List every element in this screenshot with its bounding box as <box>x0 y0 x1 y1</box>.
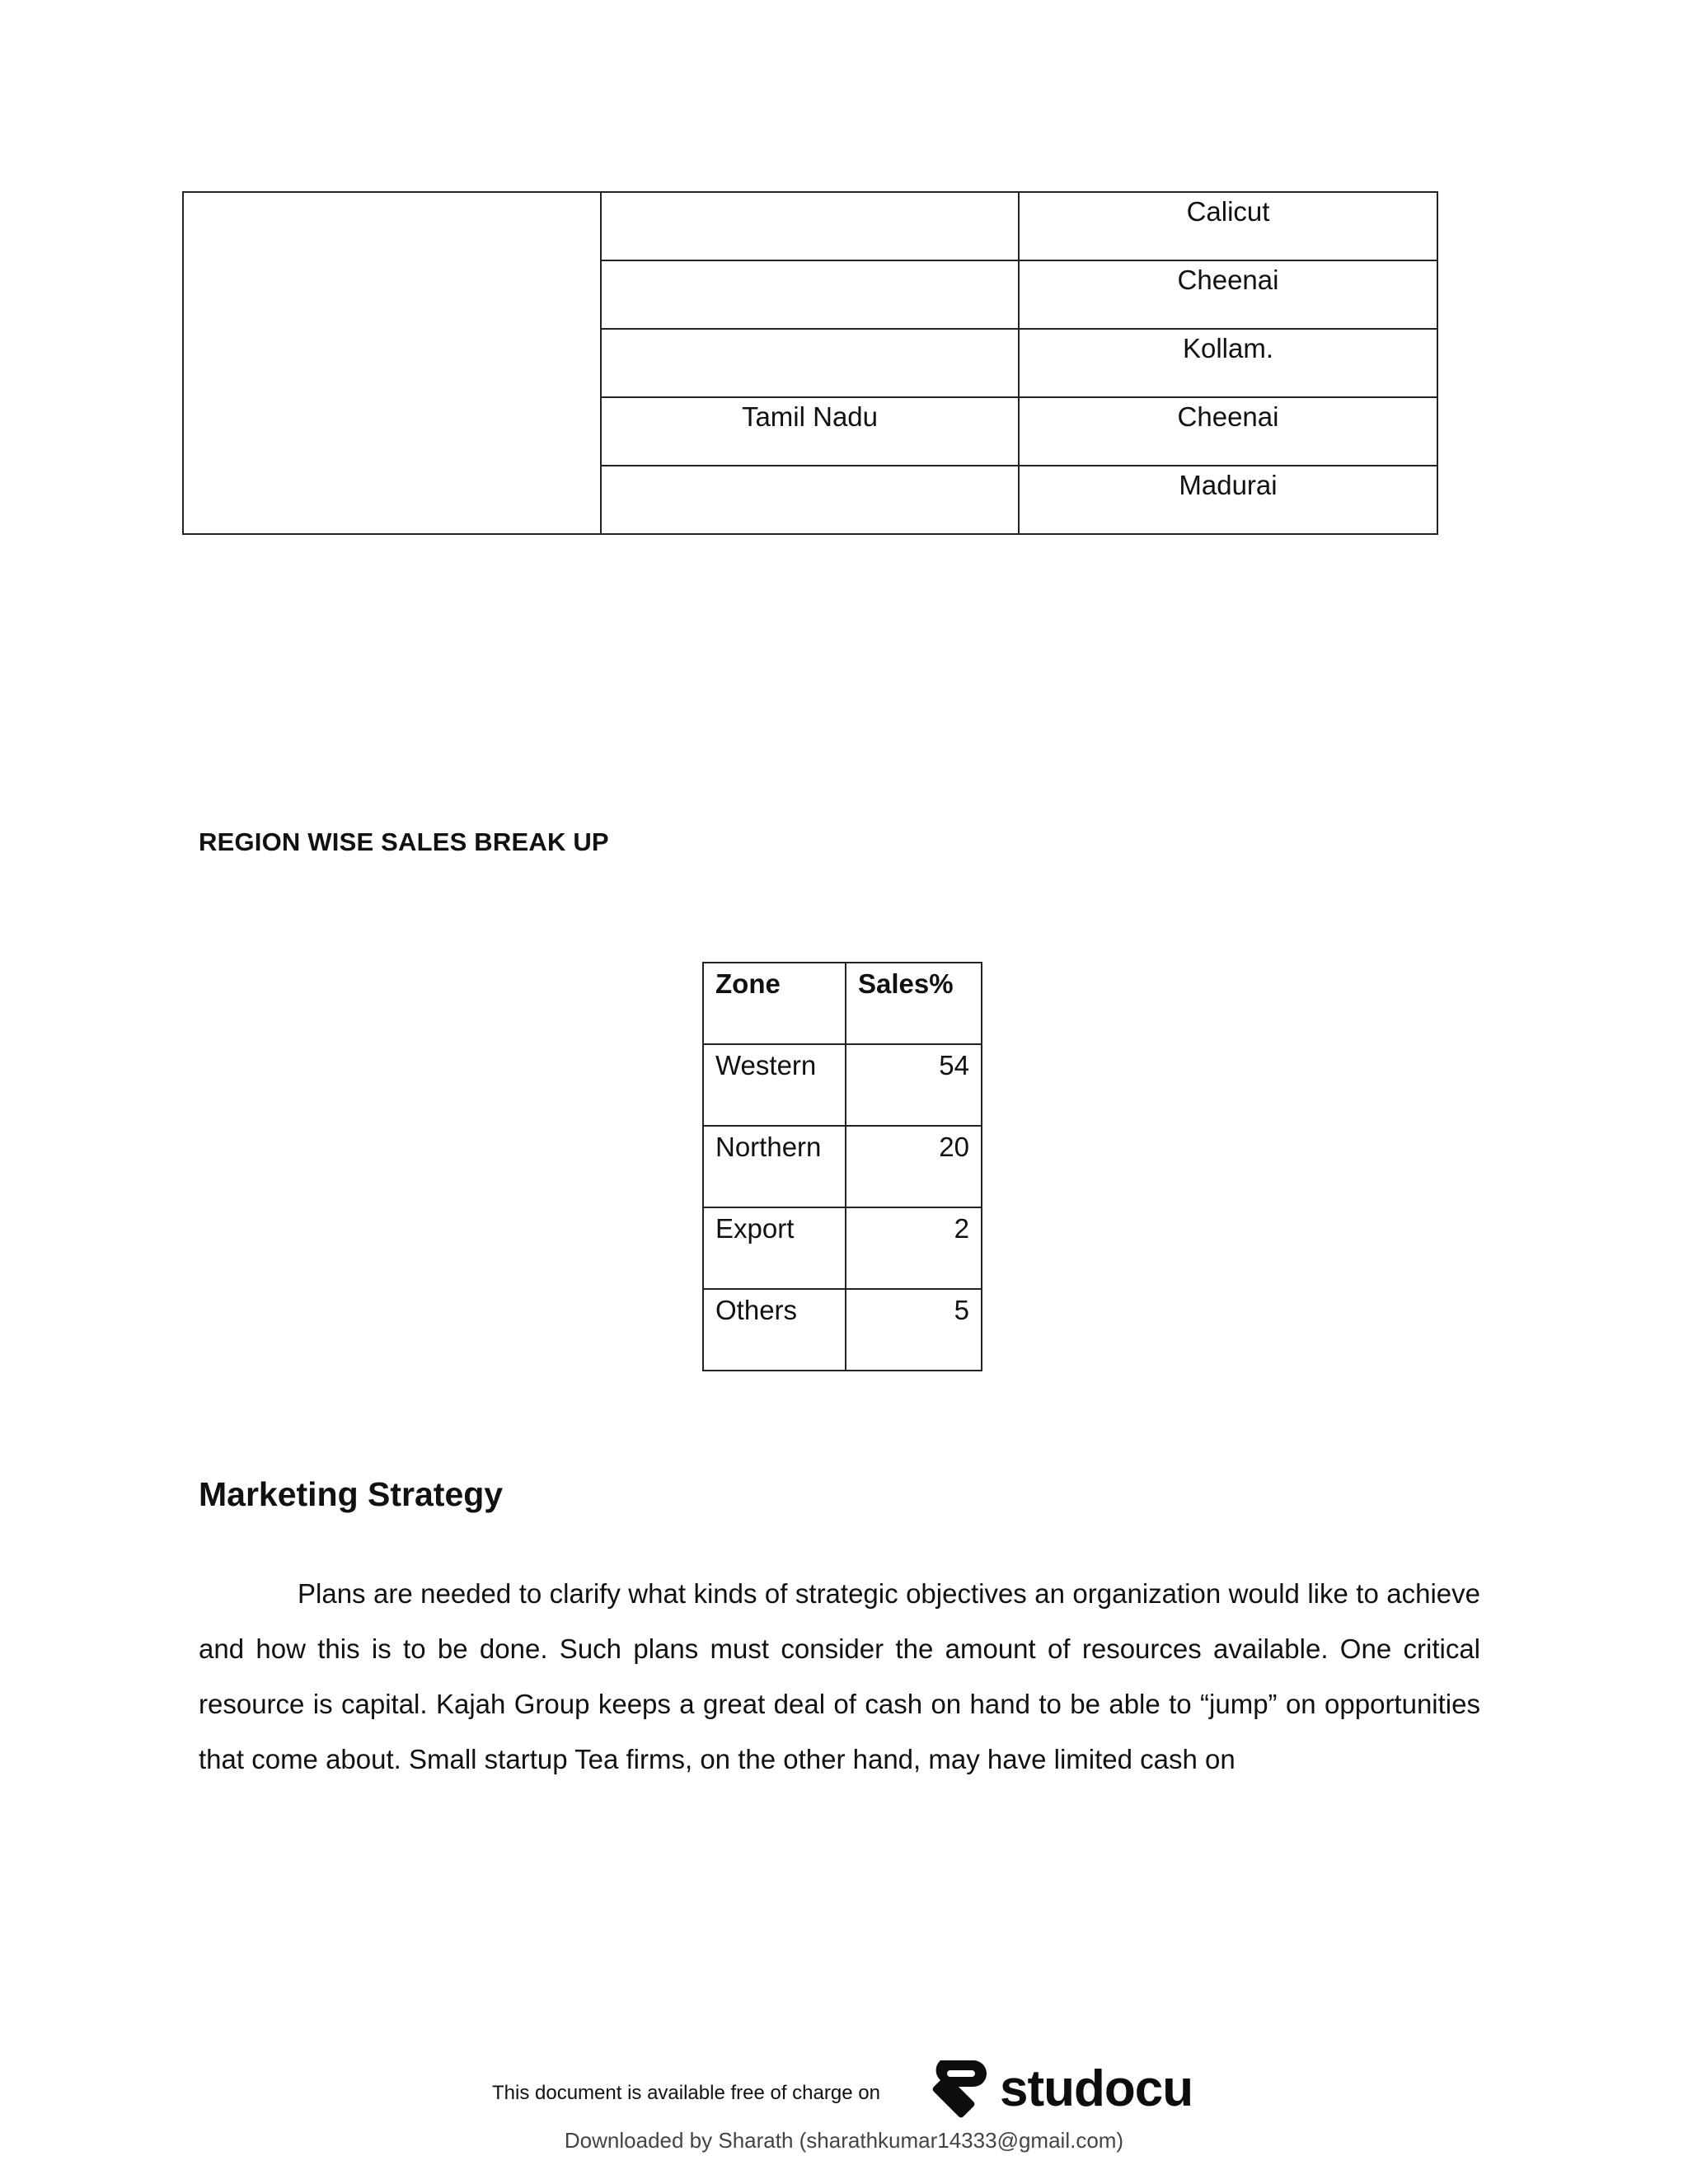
table-cell <box>601 192 1019 260</box>
table-cell <box>601 466 1019 534</box>
region-sales-heading: REGION WISE SALES BREAK UP <box>199 827 609 856</box>
marketing-strategy-paragraph: Plans are needed to clarify what kinds of strategic objectives an organization would like to achieve and how this is to be done. Such plans must consider the amount of resources available. One critical resource is capital. Kajah Group keeps a great deal of cash on hand to be able to “jump” on opportunities that come about. Small startup Tea firms, on the other hand, may have limited cash on <box>199 1578 1480 1774</box>
table-cell <box>601 329 1019 397</box>
table-row <box>703 1126 982 1207</box>
sales-cell: 54 <box>846 1044 982 1126</box>
availability-text: This document is available free of charge on <box>492 2082 880 2104</box>
table-cell: Cheenai <box>1019 260 1437 329</box>
sales-cell: 5 <box>846 1289 982 1371</box>
location-table <box>182 191 1438 535</box>
sales-cell: 2 <box>846 1207 982 1289</box>
zone-cell: Export <box>703 1207 846 1289</box>
table-cell: Kollam. <box>1019 329 1437 397</box>
table-cell: Madurai <box>1019 466 1437 534</box>
sales-cell: 20 <box>846 1126 982 1207</box>
table-row <box>703 1207 982 1289</box>
table-cell-merged <box>183 192 601 534</box>
table-cell <box>601 260 1019 329</box>
column-header-sales: Sales% <box>846 963 982 1044</box>
table-cell: Cheenai <box>1019 397 1437 466</box>
zone-cell: Others <box>703 1289 846 1371</box>
zone-cell: Western <box>703 1044 846 1126</box>
sales-table <box>702 962 982 1371</box>
table-cell: Calicut <box>1019 192 1437 260</box>
table-row <box>183 192 1437 260</box>
column-header-zone: Zone <box>703 963 846 1044</box>
marketing-strategy-title: Marketing Strategy <box>199 1475 504 1513</box>
studocu-brand-name: studocu <box>1000 2060 1193 2117</box>
downloaded-by-text: Downloaded by Sharath (sharathkumar14333@gmail.com) <box>564 2128 1124 2153</box>
studocu-logo-icon <box>926 2055 992 2121</box>
zone-cell: Northern <box>703 1126 846 1207</box>
studocu-brand-link[interactable] <box>926 2055 1193 2121</box>
table-row <box>703 1289 982 1371</box>
table-cell: Tamil Nadu <box>601 397 1019 466</box>
table-row <box>703 1044 982 1126</box>
table-header-row <box>703 963 982 1044</box>
